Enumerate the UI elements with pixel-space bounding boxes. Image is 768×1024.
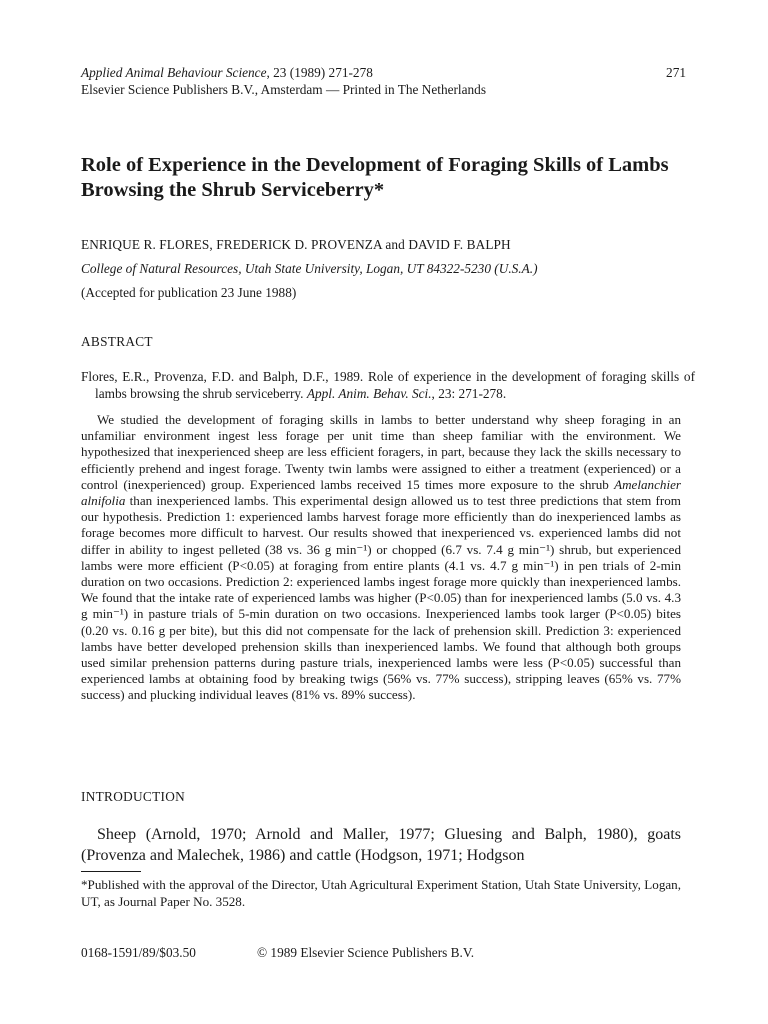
affiliation: College of Natural Resources, Utah State University, Logan, UT 84322-5230 (U.S.A.) <box>81 261 538 276</box>
authors: ENRIQUE R. FLORES, FREDERICK D. PROVENZA and DAVID F. BALPH <box>81 237 511 252</box>
issn-price: 0168-1591/89/$03.50 <box>81 945 196 960</box>
footnote: *Published with the approval of the Director, Utah Agricultural Experiment Station, Utah State University, Logan, UT, as Journal Paper No. 3528. <box>81 877 681 909</box>
publisher-line: Elsevier Science Publishers B.V., Amsterdam — Printed in The Netherlands <box>81 81 486 97</box>
introduction-heading: INTRODUCTION <box>81 789 186 804</box>
reference-citation <box>81 368 695 402</box>
citation-lead: Flores, E.R., Provenza, F.D. and Balph, D.F., 1989. Role of experience in the development of foraging skills of lambs browsing the shrub serviceberry. <box>81 369 695 401</box>
running-header <box>81 65 686 98</box>
copyright: © 1989 Elsevier Science Publishers B.V. <box>257 945 475 960</box>
abstract-text-1: We studied the development of foraging skills in lambs to better understand why sheep foraging in an unfamiliar environment ingest less forage per unit time than sheep familiar with the environment. We hypothesized that inexperienced sheep are less efficient foragers, in part, because they lack the skills necessary to efficiently prehend and ingest forage. Twenty twin lambs were assigned to either a treatment (experienced) or a control (inexperienced) group. Experienced lambs received 15 times more exposure to the shrub <box>81 412 681 492</box>
volume-pages: , 23 (1989) 271-278 <box>266 65 373 80</box>
species-name: Amelanchier alnifolia <box>81 476 681 509</box>
footnote-rule <box>81 871 141 872</box>
abstract-body <box>81 412 681 704</box>
citation-journal: Appl. Anim. Behav. Sci. <box>306 386 432 401</box>
page-number: 271 <box>666 65 686 80</box>
journal-citation-line <box>81 65 686 82</box>
abstract-heading: ABSTRACT <box>81 334 153 349</box>
introduction-text: Sheep (Arnold, 1970; Arnold and Maller, 1977; Gluesing and Balph, 1980), goats (Provenza and Malechek, 1986) and cattle (Hodgson, 1971; Hodgson <box>81 826 681 864</box>
citation-tail: , 23: 271-278. <box>431 386 507 401</box>
article-title: Role of Experience in the Development of Foraging Skills of Lambs Browsing the Shrub Serviceberry* <box>81 154 669 201</box>
journal-name: Applied Animal Behaviour Science <box>81 65 267 80</box>
abstract-text-2: than inexperienced lambs. This experimental design allowed us to test three predictions that stem from our hypothesis. Prediction 1: experienced lambs harvest forage more efficiently than do inexperienced lambs as forage becomes more difficult to harvest. Our results showed that inexperienced vs. experienced lambs did not differ in ability to ingest pelleted (38 vs. 36 g min⁻¹) or chopped (6.7 vs. 7.4 g min⁻¹) shrub, but experienced lambs were more efficient (P<0.05) at foraging from entire plants (4.1 vs. 4.7 g min⁻¹) in pen trials of 2-min duration on two occasions. Prediction 2: experienced lambs ingest forage more quickly than inexperienced lambs. We found that the intake rate of experienced lambs was higher (P<0.05) than for inexperienced lambs (5.0 vs. 4.3 g min⁻¹) in pasture trials of 5-min duration on two occasions. Inexperienced lambs took larger (P<0.05) bites (0.20 vs. 0.16 g per bite), but this did not compensate for the lack of prehension skill. Prediction 3: experienced lambs have better developed prehension skills than inexperienced lambs. We found that although both groups used similar prehension patterns during pasture trials, inexperienced lambs were less (P<0.05) successful than experienced lambs at obtaining food by breaking twigs (56% vs. 77% success), stripping leaves (65% vs. 77% success) and plucking individual leaves (81% vs. 89% success). <box>81 493 681 703</box>
accepted-date: (Accepted for publication 23 June 1988) <box>81 285 297 300</box>
